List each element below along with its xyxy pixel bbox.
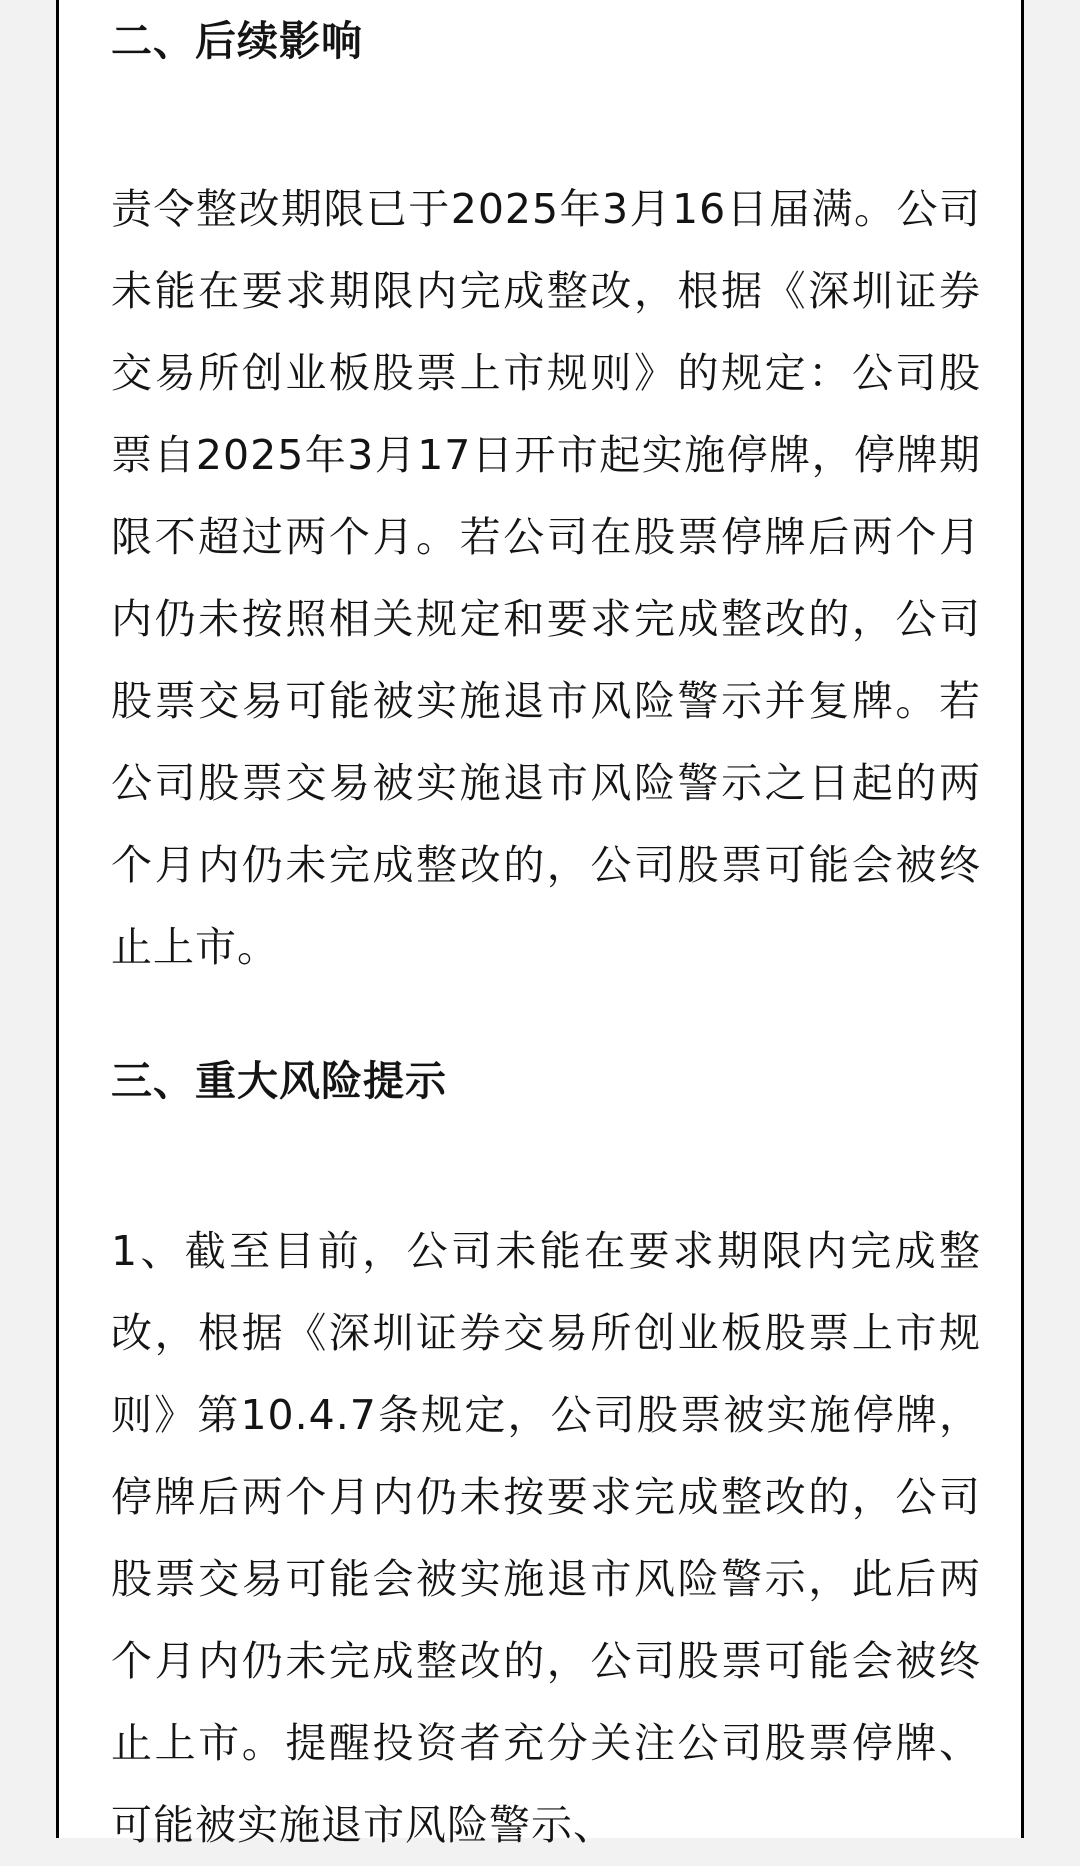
section-heading-subsequent-impact: 二、后续影响: [111, 17, 363, 65]
paragraph-risk-1: 1、截至目前，公司未能在要求期限内完成整改，根据《深圳证券交易所创业板股票上市规则》第10.4.7条规定，公司股票被实施停牌，停牌后两个月内仍未按要求完成整改的，公司股票交易可能会被实施退市风险警示，此后两个月内仍未完成整改的，公司股票可能会被终止上市。提醒投资者充分关注公司股票停牌、可能被实施退市风险警示、: [111, 1227, 981, 1849]
document-page: [56, 0, 1024, 1849]
section-heading-risk-warning: 三、重大风险提示: [111, 1057, 447, 1105]
paragraph-impact: 责令整改期限已于2025年3月16日届满。公司未能在要求期限内完成整改，根据《深圳证券交易所创业板股票上市规则》的规定：公司股票自2025年3月17日开市起实施停牌，停牌期限不超过两个月。若公司在股票停牌后两个月内仍未按照相关规定和要求完成整改的，公司股票交易可能被实施退市风险警示并复牌。若公司股票交易被实施退市风险警示之日起的两个月内仍未完成整改的，公司股票可能会被终止上市。: [111, 185, 981, 971]
